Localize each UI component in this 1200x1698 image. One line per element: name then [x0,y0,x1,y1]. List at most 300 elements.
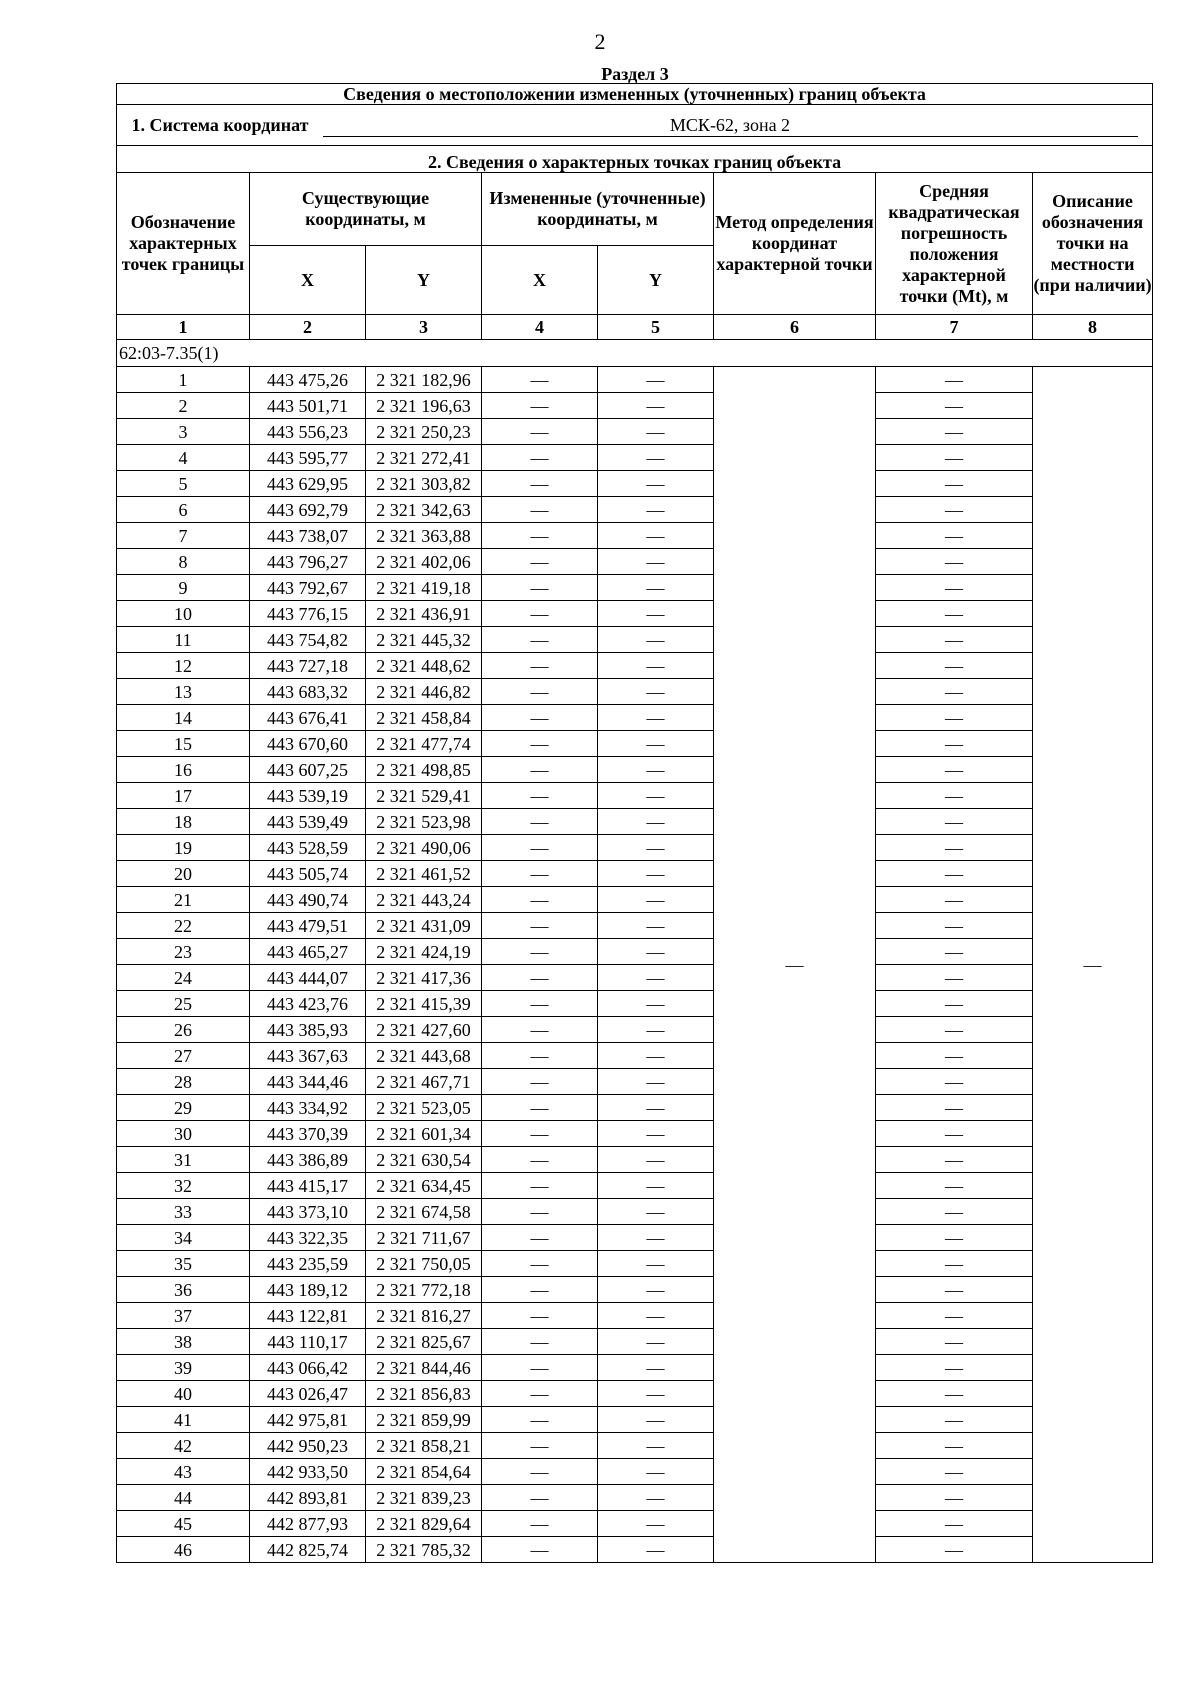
existing-y: 2 321 443,24 [366,887,482,913]
existing-x: 443 189,12 [250,1277,366,1303]
point-number: 40 [117,1381,250,1407]
method-cell: — [714,367,876,1563]
table-row [117,731,1153,757]
point-number: 19 [117,835,250,861]
error-cell: — [876,575,1033,601]
changed-x: — [482,471,598,497]
changed-y: — [598,1121,714,1147]
header-method: Метод определения координат характерной точки [714,173,876,315]
existing-x: 443 539,49 [250,809,366,835]
changed-y: — [598,367,714,393]
changed-y: — [598,419,714,445]
existing-y: 2 321 461,52 [366,861,482,887]
changed-x: — [482,939,598,965]
table-row [117,1121,1153,1147]
existing-x: 443 423,76 [250,991,366,1017]
changed-y: — [598,1225,714,1251]
existing-y: 2 321 182,96 [366,367,482,393]
table-row [117,679,1153,705]
existing-x: 442 893,81 [250,1485,366,1511]
table-row [117,575,1153,601]
existing-x: 443 444,07 [250,965,366,991]
existing-y: 2 321 825,67 [366,1329,482,1355]
existing-x: 442 933,50 [250,1459,366,1485]
existing-x: 443 776,15 [250,601,366,627]
existing-x: 443 727,18 [250,653,366,679]
table-row [117,1537,1153,1563]
point-number: 25 [117,991,250,1017]
error-cell: — [876,471,1033,497]
changed-y: — [598,705,714,731]
changed-y: — [598,1355,714,1381]
error-cell: — [876,1459,1033,1485]
changed-y: — [598,1303,714,1329]
point-number: 5 [117,471,250,497]
error-cell: — [876,419,1033,445]
header-changed-y: Y [598,246,714,315]
changed-y: — [598,1043,714,1069]
existing-x: 443 738,07 [250,523,366,549]
points-caption-row [117,146,1153,173]
changed-x: — [482,731,598,757]
table-row [117,1225,1153,1251]
error-cell: — [876,1017,1033,1043]
existing-x: 443 026,47 [250,1381,366,1407]
changed-x: — [482,783,598,809]
changed-y: — [598,1251,714,1277]
column-number: 3 [366,315,482,340]
changed-x: — [482,575,598,601]
changed-x: — [482,1251,598,1277]
changed-x: — [482,497,598,523]
table-row [117,471,1153,497]
existing-y: 2 321 342,63 [366,497,482,523]
point-number: 9 [117,575,250,601]
existing-y: 2 321 839,23 [366,1485,482,1511]
existing-x: 443 110,17 [250,1329,366,1355]
existing-x: 442 825,74 [250,1537,366,1563]
point-number: 35 [117,1251,250,1277]
error-cell: — [876,393,1033,419]
point-number: 41 [117,1407,250,1433]
table-row [117,1199,1153,1225]
point-number: 1 [117,367,250,393]
existing-x: 443 370,39 [250,1121,366,1147]
header-existing-y: Y [366,246,482,315]
changed-y: — [598,939,714,965]
error-cell: — [876,497,1033,523]
error-cell: — [876,913,1033,939]
existing-y: 2 321 436,91 [366,601,482,627]
page-number: 2 [594,29,606,54]
point-number: 12 [117,653,250,679]
table-row [117,1303,1153,1329]
existing-y: 2 321 415,39 [366,991,482,1017]
changed-y: — [598,1537,714,1563]
existing-y: 2 321 446,82 [366,679,482,705]
changed-x: — [482,1329,598,1355]
existing-y: 2 321 303,82 [366,471,482,497]
existing-y: 2 321 196,63 [366,393,482,419]
existing-y: 2 321 443,68 [366,1043,482,1069]
changed-x: — [482,1355,598,1381]
existing-x: 443 344,46 [250,1069,366,1095]
existing-x: 443 629,95 [250,471,366,497]
column-number: 2 [250,315,366,340]
changed-x: — [482,1303,598,1329]
point-number: 21 [117,887,250,913]
existing-x: 443 528,59 [250,835,366,861]
column-number: 8 [1033,315,1153,340]
error-cell: — [876,731,1033,757]
changed-y: — [598,861,714,887]
header-error: Средняя квадратическая погрешность положения характерной точки (Mt), м [876,173,1033,315]
changed-x: — [482,601,598,627]
changed-x: — [482,1485,598,1511]
table-row [117,419,1153,445]
changed-x: — [482,1277,598,1303]
existing-y: 2 321 250,23 [366,419,482,445]
changed-x: — [482,861,598,887]
error-cell: — [876,1329,1033,1355]
changed-x: — [482,1095,598,1121]
point-number: 38 [117,1329,250,1355]
existing-y: 2 321 816,27 [366,1303,482,1329]
existing-y: 2 321 431,09 [366,913,482,939]
existing-y: 2 321 417,36 [366,965,482,991]
header-changed: Измененные (уточненные) координаты, м [482,173,714,246]
point-number: 15 [117,731,250,757]
table-row [117,835,1153,861]
table-caption-row [117,84,1153,105]
point-number: 46 [117,1537,250,1563]
existing-x: 443 367,63 [250,1043,366,1069]
changed-x: — [482,1381,598,1407]
existing-x: 443 334,92 [250,1095,366,1121]
point-number: 20 [117,861,250,887]
changed-x: — [482,523,598,549]
header-row-top [117,173,1153,246]
existing-y: 2 321 844,46 [366,1355,482,1381]
error-cell: — [876,783,1033,809]
changed-y: — [598,783,714,809]
coord-system-label: 1. Система координат [131,114,309,135]
header-description: Описание обозначения точки на местности (при наличии) [1033,173,1153,315]
error-cell: — [876,367,1033,393]
table-row [117,809,1153,835]
point-number: 37 [117,1303,250,1329]
changed-x: — [482,1433,598,1459]
table-row [117,757,1153,783]
point-number: 44 [117,1485,250,1511]
changed-x: — [482,653,598,679]
table-row [117,601,1153,627]
changed-x: — [482,1459,598,1485]
existing-y: 2 321 458,84 [366,705,482,731]
error-cell: — [876,1251,1033,1277]
changed-x: — [482,393,598,419]
table-row [117,1355,1153,1381]
point-number: 34 [117,1225,250,1251]
changed-y: — [598,575,714,601]
existing-y: 2 321 523,05 [366,1095,482,1121]
table-row [117,627,1153,653]
table-row [117,367,1153,393]
changed-y: — [598,653,714,679]
existing-x: 443 754,82 [250,627,366,653]
changed-y: — [598,1511,714,1537]
error-cell: — [876,601,1033,627]
error-cell: — [876,1303,1033,1329]
existing-y: 2 321 424,19 [366,939,482,965]
header-changed-x: X [482,246,598,315]
existing-x: 443 385,93 [250,1017,366,1043]
changed-y: — [598,1407,714,1433]
changed-y: — [598,913,714,939]
changed-y: — [598,1459,714,1485]
point-number: 23 [117,939,250,965]
changed-y: — [598,1329,714,1355]
point-number: 42 [117,1433,250,1459]
error-cell: — [876,835,1033,861]
changed-y: — [598,627,714,653]
table-row [117,1381,1153,1407]
error-cell: — [876,757,1033,783]
error-cell: — [876,1147,1033,1173]
point-number: 18 [117,809,250,835]
changed-x: — [482,679,598,705]
existing-y: 2 321 674,58 [366,1199,482,1225]
changed-x: — [482,913,598,939]
changed-y: — [598,679,714,705]
point-number: 3 [117,419,250,445]
point-number: 24 [117,965,250,991]
changed-x: — [482,965,598,991]
point-number: 4 [117,445,250,471]
table-row [117,1459,1153,1485]
existing-x: 443 490,74 [250,887,366,913]
error-cell: — [876,965,1033,991]
point-number: 30 [117,1121,250,1147]
error-cell: — [876,653,1033,679]
changed-y: — [598,1147,714,1173]
changed-y: — [598,809,714,835]
existing-y: 2 321 772,18 [366,1277,482,1303]
point-number: 29 [117,1095,250,1121]
table-caption: Сведения о местоположении измененных (уточненных) границ объекта [117,84,1153,105]
changed-y: — [598,1017,714,1043]
header-designation: Обозначение характерных точек границы [117,173,250,315]
changed-x: — [482,1225,598,1251]
point-number: 14 [117,705,250,731]
column-number-row [117,315,1153,340]
existing-x: 443 692,79 [250,497,366,523]
existing-x: 443 475,26 [250,367,366,393]
existing-x: 443 501,71 [250,393,366,419]
changed-y: — [598,1381,714,1407]
error-cell: — [876,627,1033,653]
existing-y: 2 321 856,83 [366,1381,482,1407]
existing-y: 2 321 750,05 [366,1251,482,1277]
existing-y: 2 321 419,18 [366,575,482,601]
existing-x: 443 607,25 [250,757,366,783]
existing-y: 2 321 477,74 [366,731,482,757]
table-row [117,653,1153,679]
existing-x: 443 235,59 [250,1251,366,1277]
point-number: 17 [117,783,250,809]
table-row [117,1043,1153,1069]
existing-x: 443 373,10 [250,1199,366,1225]
coord-system-value: МСК-62, зона 2 [323,114,1138,137]
changed-x: — [482,627,598,653]
table-row [117,1485,1153,1511]
table-row [117,705,1153,731]
point-number: 8 [117,549,250,575]
existing-x: 443 066,42 [250,1355,366,1381]
point-number: 16 [117,757,250,783]
column-number: 6 [714,315,876,340]
error-cell: — [876,1537,1033,1563]
error-cell: — [876,939,1033,965]
point-number: 6 [117,497,250,523]
table-row [117,783,1153,809]
point-number: 26 [117,1017,250,1043]
coord-system-row [117,105,1153,146]
existing-x: 443 676,41 [250,705,366,731]
table-row [117,1511,1153,1537]
changed-y: — [598,1173,714,1199]
error-cell: — [876,445,1033,471]
error-cell: — [876,523,1033,549]
changed-y: — [598,965,714,991]
table-row [117,887,1153,913]
table-row [117,1433,1153,1459]
changed-x: — [482,1121,598,1147]
changed-x: — [482,445,598,471]
changed-y: — [598,1433,714,1459]
changed-y: — [598,1199,714,1225]
existing-x: 443 479,51 [250,913,366,939]
existing-x: 443 386,89 [250,1147,366,1173]
existing-x: 443 792,67 [250,575,366,601]
description-cell: — [1033,367,1153,1563]
error-cell: — [876,1225,1033,1251]
existing-y: 2 321 467,71 [366,1069,482,1095]
error-cell: — [876,1355,1033,1381]
error-cell: — [876,1485,1033,1511]
existing-x: 443 505,74 [250,861,366,887]
existing-x: 442 975,81 [250,1407,366,1433]
table-row [117,965,1153,991]
existing-y: 2 321 785,32 [366,1537,482,1563]
point-number: 27 [117,1043,250,1069]
boundary-table [116,83,1153,1563]
section-title: Раздел 3 [601,64,669,84]
changed-y: — [598,445,714,471]
changed-y: — [598,757,714,783]
table-row [117,549,1153,575]
changed-x: — [482,705,598,731]
existing-y: 2 321 858,21 [366,1433,482,1459]
table-row [117,861,1153,887]
error-cell: — [876,1381,1033,1407]
changed-x: — [482,887,598,913]
existing-y: 2 321 601,34 [366,1121,482,1147]
existing-x: 443 539,19 [250,783,366,809]
point-number: 36 [117,1277,250,1303]
existing-y: 2 321 630,54 [366,1147,482,1173]
changed-x: — [482,549,598,575]
table-row [117,1173,1153,1199]
table-row [117,1277,1153,1303]
changed-y: — [598,1069,714,1095]
column-number: 4 [482,315,598,340]
error-cell: — [876,887,1033,913]
error-cell: — [876,1511,1033,1537]
existing-x: 443 415,17 [250,1173,366,1199]
existing-y: 2 321 448,62 [366,653,482,679]
point-number: 7 [117,523,250,549]
point-number: 32 [117,1173,250,1199]
existing-y: 2 321 363,88 [366,523,482,549]
error-cell: — [876,1277,1033,1303]
cadastral-row [117,340,1153,367]
error-cell: — [876,1121,1033,1147]
existing-x: 443 322,35 [250,1225,366,1251]
header-existing-x: X [250,246,366,315]
table-row [117,1069,1153,1095]
changed-x: — [482,367,598,393]
point-number: 31 [117,1147,250,1173]
existing-y: 2 321 854,64 [366,1459,482,1485]
error-cell: — [876,705,1033,731]
existing-x: 443 595,77 [250,445,366,471]
changed-y: — [598,549,714,575]
changed-x: — [482,419,598,445]
changed-x: — [482,1147,598,1173]
existing-y: 2 321 498,85 [366,757,482,783]
changed-y: — [598,1485,714,1511]
changed-x: — [482,991,598,1017]
changed-y: — [598,1277,714,1303]
existing-x: 442 877,93 [250,1511,366,1537]
error-cell: — [876,1043,1033,1069]
changed-y: — [598,835,714,861]
existing-y: 2 321 523,98 [366,809,482,835]
changed-x: — [482,1043,598,1069]
table-row [117,991,1153,1017]
changed-x: — [482,1537,598,1563]
table-row [117,913,1153,939]
existing-y: 2 321 272,41 [366,445,482,471]
point-number: 10 [117,601,250,627]
table-row [117,1329,1153,1355]
changed-y: — [598,497,714,523]
table-row [117,445,1153,471]
changed-y: — [598,887,714,913]
changed-x: — [482,809,598,835]
error-cell: — [876,809,1033,835]
point-number: 33 [117,1199,250,1225]
error-cell: — [876,1199,1033,1225]
existing-x: 442 950,23 [250,1433,366,1459]
table-row [117,523,1153,549]
changed-y: — [598,601,714,627]
column-number: 5 [598,315,714,340]
changed-x: — [482,1069,598,1095]
table-row [117,1017,1153,1043]
existing-x: 443 683,32 [250,679,366,705]
